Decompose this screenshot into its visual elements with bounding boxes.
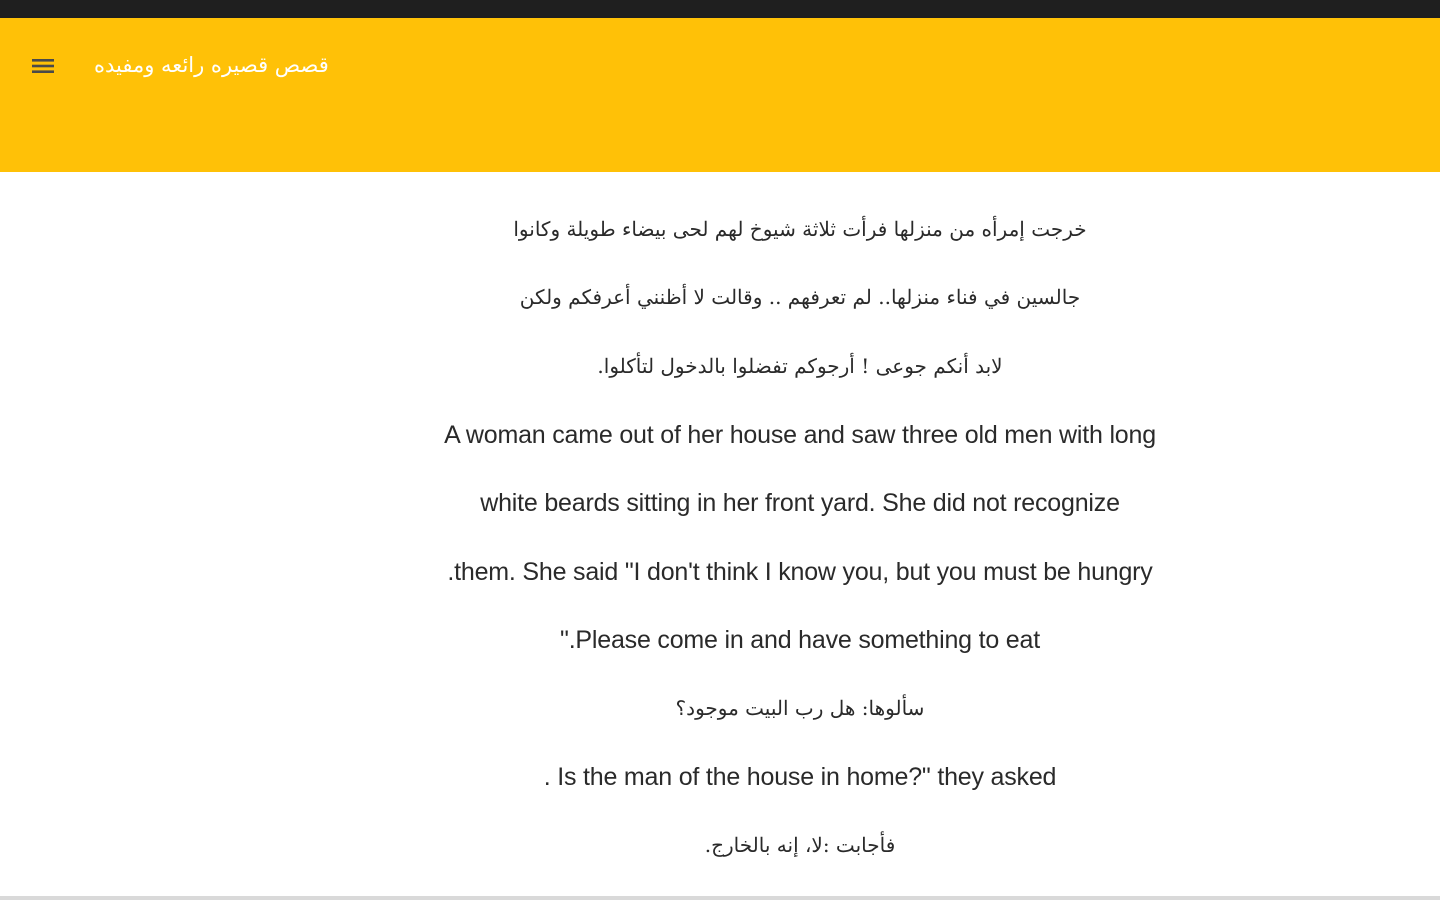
story-line-english-2: white beards sitting in her front yard. She did not recognize <box>480 489 1120 517</box>
story-line-english-3: .them. She said "I don't think I know you, but you must be hungry <box>447 558 1153 586</box>
hamburger-menu-icon <box>31 56 55 76</box>
app-title: قصص قصيره رائعه ومفيده <box>94 53 329 77</box>
bottom-divider <box>0 896 1440 900</box>
story-line-arabic-3: لابد أنكم جوعى ! أرجوكم تفضلوا بالدخول لتأكلوا. <box>597 354 1003 378</box>
app-bar <box>0 18 1440 172</box>
story-line-english-1: A woman came out of her house and saw three old men with long <box>444 421 1156 449</box>
story-line-arabic-1: خرجت إمرأه من منزلها فرأت ثلاثة شيوخ لهم لحى بيضاء طويلة وكانوا <box>513 217 1087 241</box>
story-content[interactable] <box>0 172 1440 896</box>
story-line-english-5: . Is the man of the house in home?" they asked <box>543 763 1057 791</box>
status-bar <box>0 0 1440 18</box>
story-line-english-4: ".Please come in and have something to eat <box>560 626 1040 654</box>
story-line-arabic-4: سألوها: هل رب البيت موجود؟ <box>675 696 925 720</box>
story-line-arabic-5: فأجابت :لا، إنه بالخارج. <box>704 833 896 857</box>
menu-button[interactable] <box>20 46 66 86</box>
story-line-arabic-2: جالسين في فناء منزلها.. لم تعرفهم .. وقالت لا أظنني أعرفكم ولكن <box>519 285 1081 309</box>
